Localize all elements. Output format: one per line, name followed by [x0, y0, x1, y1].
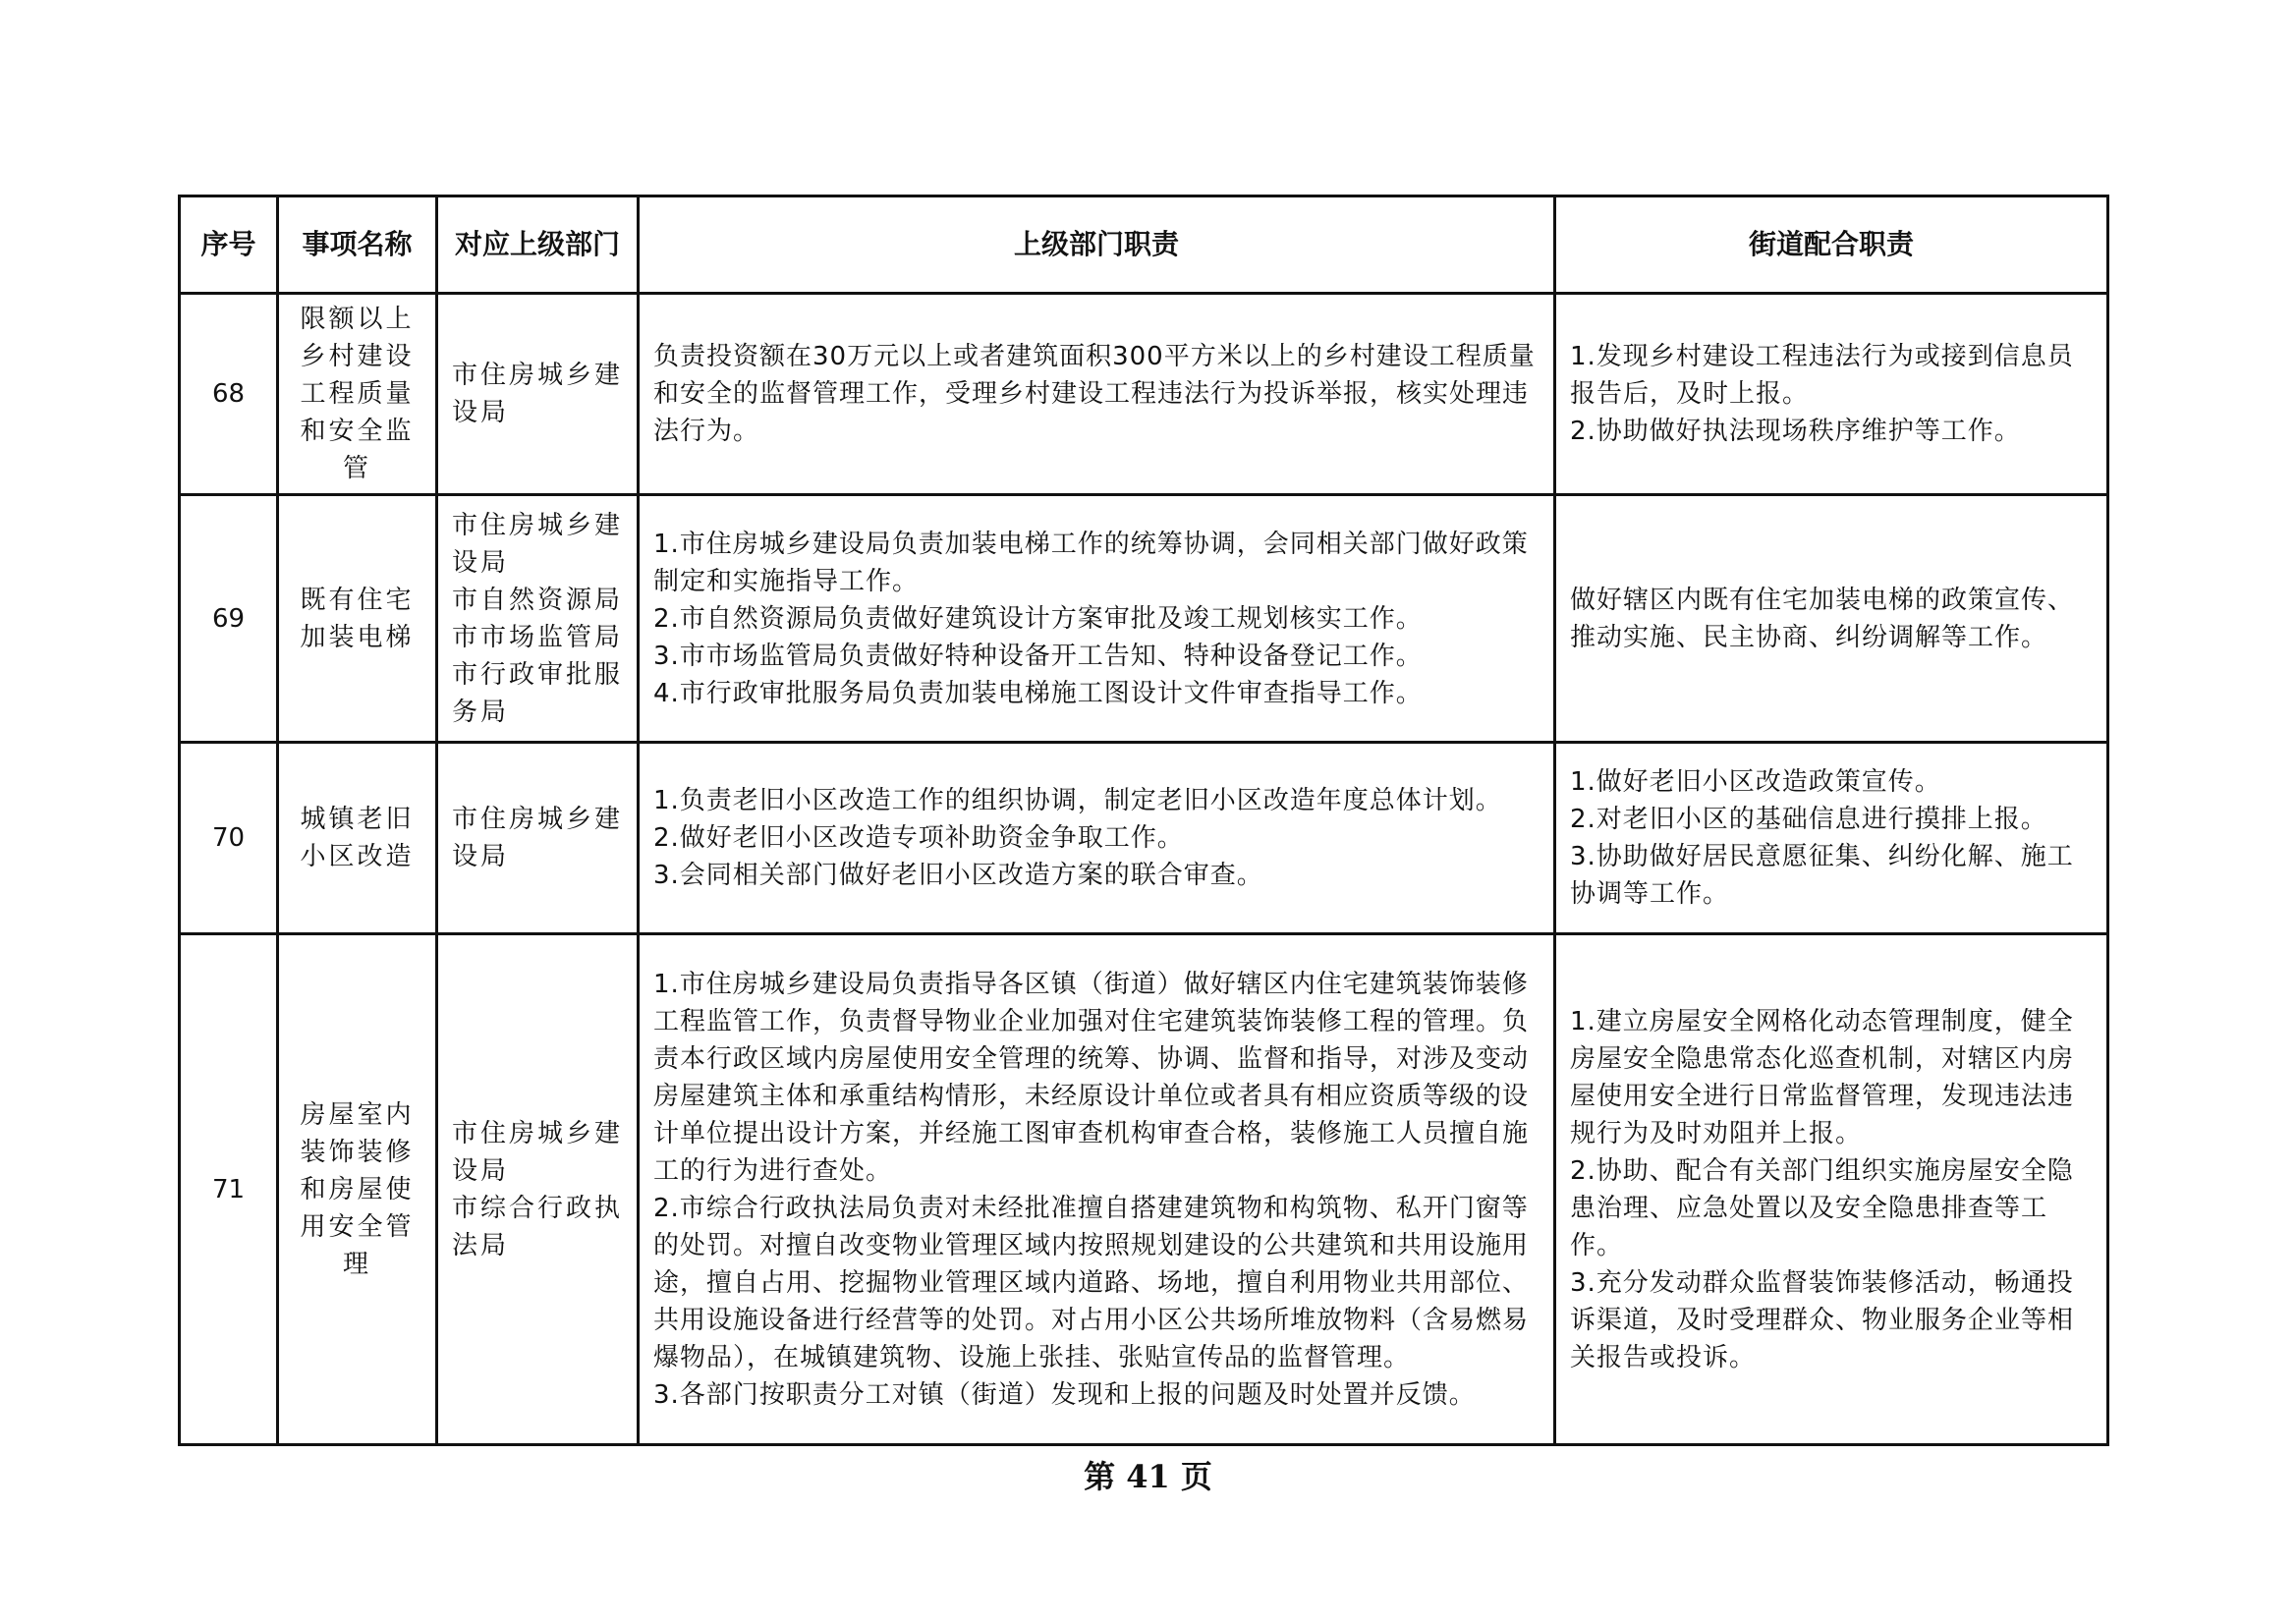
item-name: 既有住宅加装电梯: [278, 495, 437, 743]
street-duties-cell: [1555, 495, 2108, 743]
street-line: 3.充分发动群众监督装饰装修活动，畅通投诉渠道，及时受理群众、物业服务企业等相关报告或投诉。: [1570, 1267, 2075, 1372]
row-number: 68: [180, 294, 278, 495]
duty-line: 1.市住房城乡建设局负责指导各区镇（街道）做好辖区内住宅建筑装饰装修工程监管工作，负责督导物业企业加强对住宅建筑装饰装修工程的管理。负责本行政区域内房屋使用安全管理的统筹、协调、监督和指导，对涉及变动房屋建筑主体和承重结构情形，未经原设计单位或者具有相应资质等级的设计单位提出设计方案，并经施工图审查机构审查合格，装修施工人员擅自施工的行为进行查处。: [653, 969, 1530, 1186]
street-line: 2.协助做好执法现场秩序维护等工作。: [1570, 417, 2021, 446]
duty-line: 2.做好老旧小区改造专项补助资金争取工作。: [653, 823, 1184, 853]
street-line: 2.协助、配合有关部门组织实施房屋安全隐患治理、应急处置以及安全隐患排查等工作。: [1570, 1155, 2074, 1260]
header-duties: 上级部门职责: [639, 196, 1555, 294]
duty-line: 4.市行政审批服务局负责加装电梯施工图设计文件审查指导工作。: [653, 678, 1423, 708]
row-number: 71: [180, 934, 278, 1445]
street-line: 2.对老旧小区的基础信息进行摸排上报。: [1570, 805, 2047, 834]
street-line: 1.发现乡村建设工程违法行为或接到信息员报告后，及时上报。: [1570, 342, 2074, 409]
header-item-name: 事项名称: [278, 196, 437, 294]
item-name: 限额以上乡村建设工程质量和安全监管: [278, 294, 437, 495]
table-row: [180, 934, 2108, 1445]
duty-line: 3.各部门按职责分工对镇（街道）发现和上报的问题及时处置并反馈。: [653, 1379, 1476, 1410]
street-line: 做好辖区内既有住宅加装电梯的政策宣传、推动实施、民主协商、纠纷调解等工作。: [1570, 585, 2075, 652]
street-duties-cell: [1555, 294, 2108, 495]
item-name: 城镇老旧小区改造: [278, 743, 437, 934]
street-duties-cell: [1555, 934, 2108, 1445]
table-row: [180, 495, 2108, 743]
dept-line: 市住房城乡建设局: [452, 1118, 624, 1186]
row-number: 69: [180, 495, 278, 743]
duties-cell: [639, 294, 1555, 495]
dept-cell: [437, 743, 639, 934]
dept-cell: [437, 294, 639, 495]
street-duties-cell: [1555, 743, 2108, 934]
table-row: [180, 743, 2108, 934]
duty-line: 负责投资额在30万元以上或者建筑面积300平方米以上的乡村建设工程质量和安全的监督管理工作，受理乡村建设工程违法行为投诉举报，核实处理违法行为。: [653, 342, 1536, 446]
page-number: 第 41 页: [1084, 1458, 1212, 1495]
dept-line: 市住房城乡建设局: [452, 805, 624, 871]
dept-line: 市综合行政执法局: [452, 1193, 624, 1260]
duties-cell: [639, 934, 1555, 1445]
table-row: [180, 294, 2108, 495]
dept-line: 市行政审批服务局: [452, 659, 624, 727]
duty-line: 2.市综合行政执法局负责对未经批准擅自搭建建筑物和构筑物、私开门窗等的处罚。对擅自改变物业管理区域内按照规划建设的公共建筑和共用设施用途，擅自占用、挖掘物业管理区域内道路、场地，擅自利用物业共用部位、共用设施设备进行经营等的处罚。对占用小区公共场所堆放物料（含易燃易爆物品），在城镇建筑物、设施上张挂、张贴宣传品的监督管理。: [653, 1193, 1530, 1372]
header-row: [180, 196, 2108, 294]
duties-cell: [639, 743, 1555, 934]
duty-line: 3.市市场监管局负责做好特种设备开工告知、特种设备登记工作。: [653, 641, 1423, 671]
header-no: 序号: [180, 196, 278, 294]
duty-line: 1.市住房城乡建设局负责加装电梯工作的统筹协调，会同相关部门做好政策制定和实施指导工作。: [653, 529, 1529, 596]
dept-line: 市住房城乡建设局: [452, 361, 624, 427]
duties-cell: [639, 495, 1555, 743]
dept-line: 市住房城乡建设局: [452, 510, 624, 578]
street-line: 1.做好老旧小区改造政策宣传。: [1570, 767, 1941, 797]
row-number: 70: [180, 743, 278, 934]
dept-line: 市自然资源局: [452, 585, 624, 615]
dept-line: 市市场监管局: [452, 622, 624, 652]
duty-table: [178, 195, 2109, 1446]
item-name: 房屋室内装饰装修和房屋使用安全管理: [278, 934, 437, 1445]
street-line: 3.协助做好居民意愿征集、纠纷化解、施工协调等工作。: [1570, 842, 2074, 909]
dept-cell: [437, 495, 639, 743]
header-street-duties: 街道配合职责: [1555, 196, 2108, 294]
dept-cell: [437, 934, 639, 1445]
duty-line: 2.市自然资源局负责做好建筑设计方案审批及竣工规划核实工作。: [653, 603, 1423, 634]
duty-line: 1.负责老旧小区改造工作的组织协调，制定老旧小区改造年度总体计划。: [653, 786, 1502, 815]
duty-line: 3.会同相关部门做好老旧小区改造方案的联合审查。: [653, 861, 1263, 890]
header-dept: 对应上级部门: [437, 196, 639, 294]
street-line: 1.建立房屋安全网格化动态管理制度，健全房屋安全隐患常态化巡查机制，对辖区内房屋使用安全进行日常监督管理，发现违法违规行为及时劝阻并上报。: [1570, 1006, 2075, 1148]
